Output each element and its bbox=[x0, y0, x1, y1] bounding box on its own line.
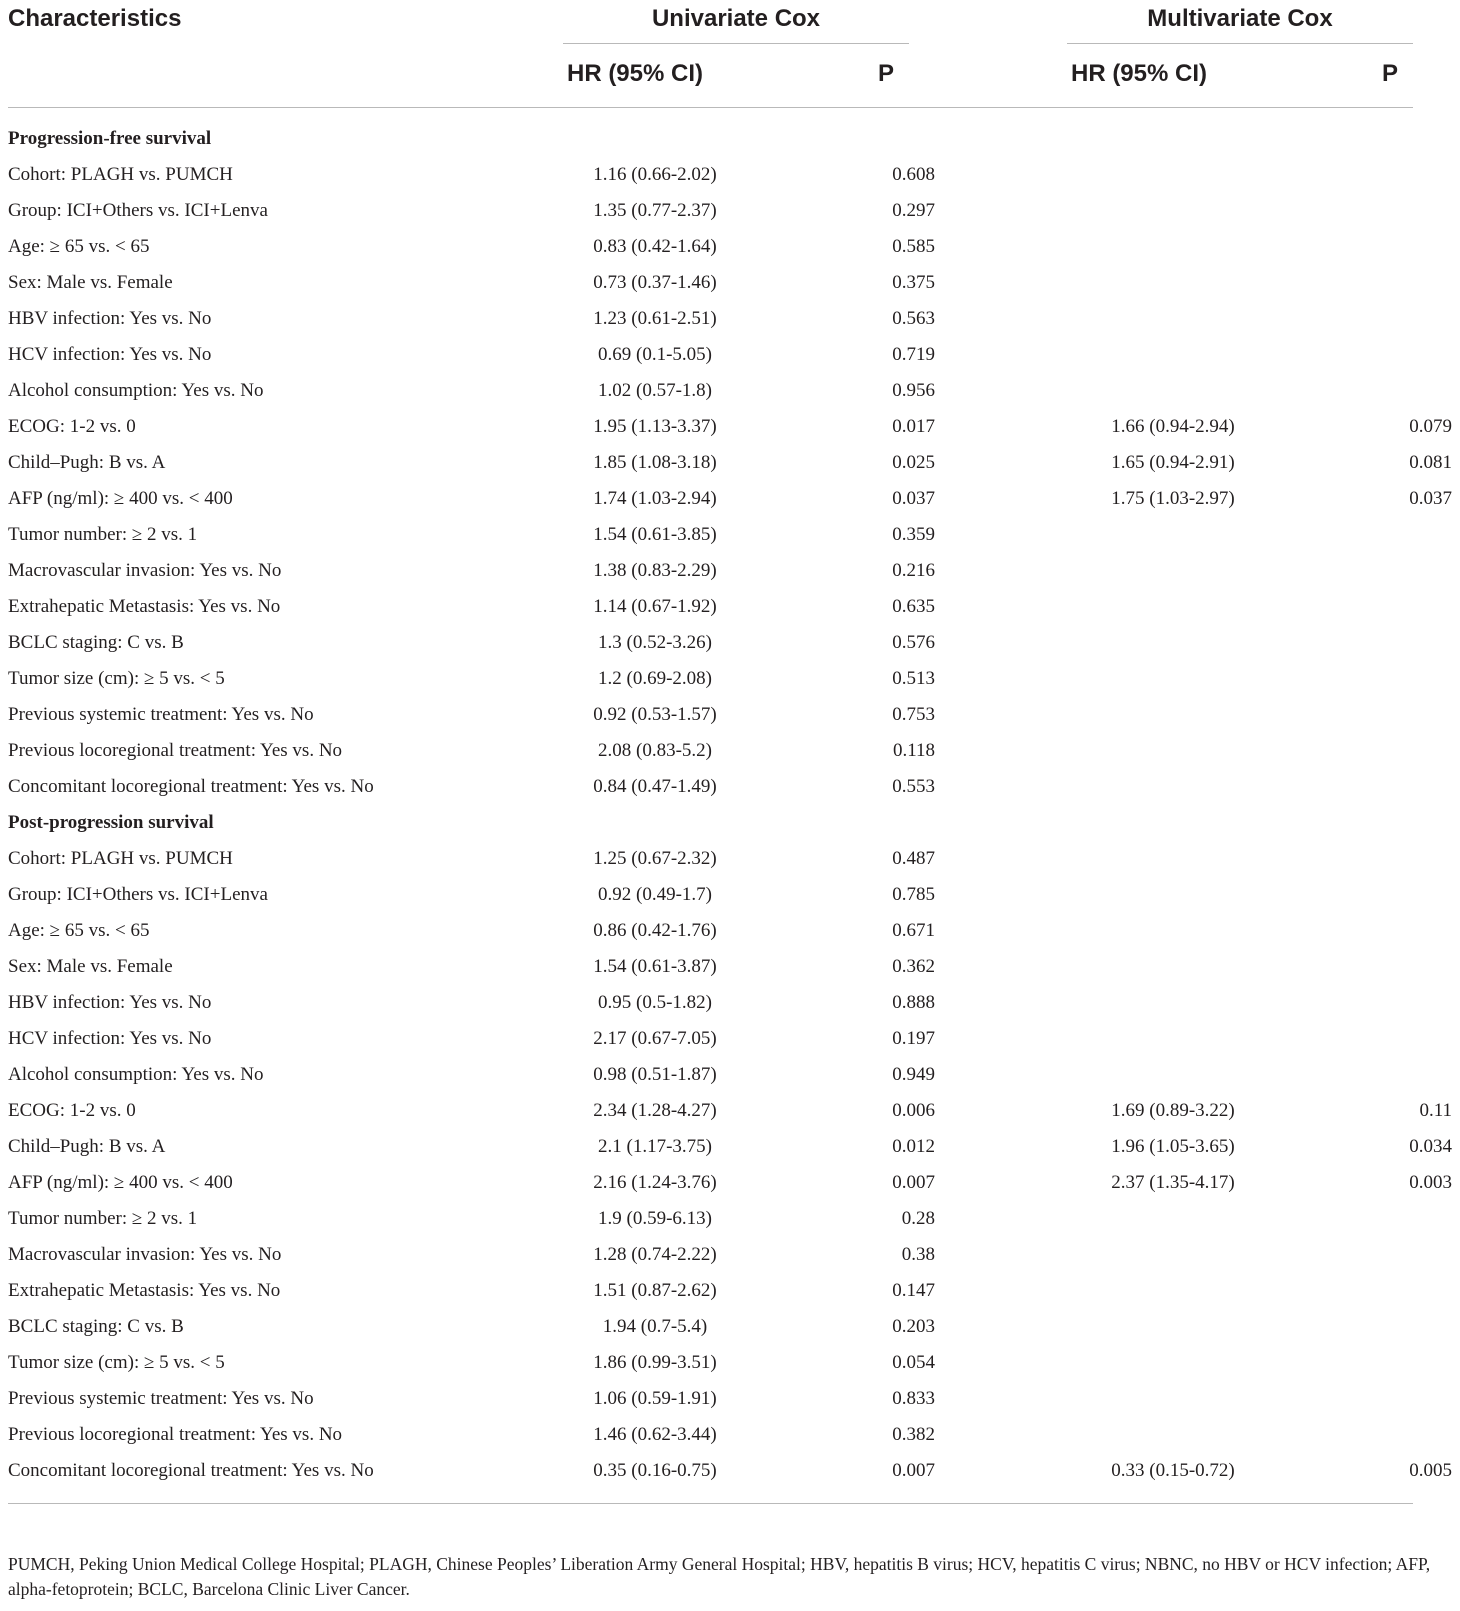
univariate-hr-cell: 2.34 (1.28-4.27) bbox=[593, 1100, 717, 1121]
row-label: Macrovascular invasion: Yes vs. No bbox=[8, 1244, 282, 1265]
univariate-cox-header: Univariate Cox bbox=[651, 5, 821, 32]
univariate-p-cell: 0.956 bbox=[892, 380, 935, 401]
univariate-hr-cell: 1.94 (0.7-5.4) bbox=[602, 1316, 708, 1337]
row-label: ECOG: 1-2 vs. 0 bbox=[8, 1100, 136, 1121]
row-label: Tumor size (cm): ≥ 5 vs. < 5 bbox=[8, 668, 225, 689]
univariate-p-cell: 0.006 bbox=[892, 1100, 935, 1121]
table-row bbox=[0, 163, 1460, 199]
univariate-p-cell: 0.888 bbox=[892, 992, 935, 1013]
table-row bbox=[0, 451, 1460, 487]
multivariate-p-cell: 0.003 bbox=[1409, 1172, 1452, 1193]
row-label: Tumor number: ≥ 2 vs. 1 bbox=[8, 1208, 198, 1229]
univariate-p-cell: 0.487 bbox=[892, 848, 935, 869]
univariate-p-cell: 0.007 bbox=[892, 1460, 935, 1481]
header-rule bbox=[8, 107, 1413, 108]
univariate-hr-cell: 0.92 (0.53-1.57) bbox=[593, 704, 717, 725]
multivariate-hr-cell: 0.33 (0.15-0.72) bbox=[1111, 1460, 1235, 1481]
univariate-p-cell: 0.297 bbox=[892, 200, 935, 221]
univariate-hr-cell: 1.35 (0.77-2.37) bbox=[593, 200, 717, 221]
multivariate-p-header: P bbox=[1381, 60, 1398, 87]
univariate-hr-cell: 1.9 (0.59-6.13) bbox=[598, 1208, 712, 1229]
univariate-hr-cell: 1.02 (0.57-1.8) bbox=[598, 380, 712, 401]
univariate-p-cell: 0.197 bbox=[892, 1028, 935, 1049]
table-row bbox=[0, 919, 1460, 955]
table-row bbox=[0, 1027, 1460, 1063]
row-label: Tumor size (cm): ≥ 5 vs. < 5 bbox=[8, 1352, 225, 1373]
row-label: Concomitant locoregional treatment: Yes vs. No bbox=[8, 1460, 374, 1481]
univariate-hr-cell: 0.83 (0.42-1.64) bbox=[593, 236, 717, 257]
univariate-p-cell: 0.216 bbox=[892, 560, 935, 581]
univariate-hr-cell: 1.95 (1.13-3.37) bbox=[593, 416, 717, 437]
univariate-p-header: P bbox=[877, 60, 894, 87]
univariate-hr-cell: 1.23 (0.61-2.51) bbox=[593, 308, 717, 329]
table-row bbox=[0, 883, 1460, 919]
footer-rule bbox=[8, 1503, 1413, 1504]
table-row bbox=[0, 667, 1460, 703]
multivariate-hr-cell: 1.69 (0.89-3.22) bbox=[1111, 1100, 1235, 1121]
row-label: Group: ICI+Others vs. ICI+Lenva bbox=[8, 884, 268, 905]
table-row bbox=[0, 1207, 1460, 1243]
row-label: HBV infection: Yes vs. No bbox=[8, 308, 212, 329]
table-row bbox=[0, 595, 1460, 631]
multivariate-hr-cell: 1.66 (0.94-2.94) bbox=[1111, 416, 1235, 437]
univariate-p-cell: 0.513 bbox=[892, 668, 935, 689]
section-title: Post-progression survival bbox=[8, 812, 214, 833]
univariate-hr-cell: 1.2 (0.69-2.08) bbox=[598, 668, 712, 689]
univariate-p-cell: 0.382 bbox=[892, 1424, 935, 1445]
row-label: Sex: Male vs. Female bbox=[8, 272, 173, 293]
row-label: ECOG: 1-2 vs. 0 bbox=[8, 416, 136, 437]
multivariate-underline bbox=[1067, 43, 1413, 44]
univariate-hr-cell: 0.73 (0.37-1.46) bbox=[593, 272, 717, 293]
univariate-hr-cell: 0.92 (0.49-1.7) bbox=[598, 884, 712, 905]
multivariate-p-cell: 0.079 bbox=[1409, 416, 1452, 437]
univariate-p-cell: 0.362 bbox=[892, 956, 935, 977]
univariate-p-cell: 0.007 bbox=[892, 1172, 935, 1193]
univariate-p-cell: 0.833 bbox=[892, 1388, 935, 1409]
multivariate-p-cell: 0.081 bbox=[1409, 452, 1452, 473]
row-label: Previous locoregional treatment: Yes vs. No bbox=[8, 740, 343, 761]
univariate-p-cell: 0.012 bbox=[892, 1136, 935, 1157]
univariate-hr-cell: 2.08 (0.83-5.2) bbox=[598, 740, 712, 761]
table-row bbox=[0, 235, 1460, 271]
row-label: Cohort: PLAGH vs. PUMCH bbox=[8, 848, 233, 869]
row-label: Alcohol consumption: Yes vs. No bbox=[8, 1064, 264, 1085]
univariate-hr-cell: 1.54 (0.61-3.85) bbox=[593, 524, 717, 545]
table-row bbox=[0, 199, 1460, 235]
row-label: BCLC staging: C vs. B bbox=[8, 1316, 184, 1337]
row-label: Age: ≥ 65 vs. < 65 bbox=[8, 236, 150, 257]
univariate-p-cell: 0.671 bbox=[892, 920, 935, 941]
table-row bbox=[0, 991, 1460, 1027]
univariate-hr-cell: 0.98 (0.51-1.87) bbox=[593, 1064, 717, 1085]
row-label: Macrovascular invasion: Yes vs. No bbox=[8, 560, 282, 581]
univariate-p-cell: 0.054 bbox=[892, 1352, 935, 1373]
table-row bbox=[0, 1135, 1460, 1171]
univariate-p-cell: 0.017 bbox=[892, 416, 935, 437]
univariate-hr-cell: 1.16 (0.66-2.02) bbox=[593, 164, 717, 185]
univariate-hr-cell: 1.46 (0.62-3.44) bbox=[593, 1424, 717, 1445]
univariate-p-cell: 0.753 bbox=[892, 704, 935, 725]
univariate-hr-cell: 0.95 (0.5-1.82) bbox=[598, 992, 712, 1013]
univariate-p-cell: 0.359 bbox=[892, 524, 935, 545]
row-label: HBV infection: Yes vs. No bbox=[8, 992, 212, 1013]
univariate-p-cell: 0.553 bbox=[892, 776, 935, 797]
univariate-hr-cell: 1.28 (0.74-2.22) bbox=[593, 1244, 717, 1265]
row-label: HCV infection: Yes vs. No bbox=[8, 344, 212, 365]
multivariate-hr-cell: 1.75 (1.03-2.97) bbox=[1111, 488, 1235, 509]
table-row bbox=[0, 631, 1460, 667]
multivariate-p-cell: 0.005 bbox=[1409, 1460, 1452, 1481]
univariate-p-cell: 0.38 bbox=[901, 1244, 935, 1265]
table-row bbox=[0, 559, 1460, 595]
univariate-hr-cell: 0.35 (0.16-0.75) bbox=[593, 1460, 717, 1481]
row-label: AFP (ng/ml): ≥ 400 vs. < 400 bbox=[8, 488, 233, 509]
univariate-p-cell: 0.203 bbox=[892, 1316, 935, 1337]
univariate-p-cell: 0.585 bbox=[892, 236, 935, 257]
row-label: Cohort: PLAGH vs. PUMCH bbox=[8, 164, 233, 185]
section-title: Progression-free survival bbox=[8, 128, 212, 149]
row-label: Previous locoregional treatment: Yes vs. No bbox=[8, 1424, 343, 1445]
table-row bbox=[0, 955, 1460, 991]
row-label: Child–Pugh: B vs. A bbox=[8, 1136, 166, 1157]
univariate-p-cell: 0.785 bbox=[892, 884, 935, 905]
row-label: Age: ≥ 65 vs. < 65 bbox=[8, 920, 150, 941]
row-label: Group: ICI+Others vs. ICI+Lenva bbox=[8, 200, 268, 221]
multivariate-p-cell: 0.037 bbox=[1409, 488, 1452, 509]
row-label: Concomitant locoregional treatment: Yes vs. No bbox=[8, 776, 374, 797]
table-row bbox=[0, 1171, 1460, 1207]
row-label: AFP (ng/ml): ≥ 400 vs. < 400 bbox=[8, 1172, 233, 1193]
table-row bbox=[0, 1351, 1460, 1387]
row-label: Extrahepatic Metastasis: Yes vs. No bbox=[8, 1280, 281, 1301]
characteristics-header: Characteristics bbox=[8, 5, 182, 32]
univariate-p-cell: 0.719 bbox=[892, 344, 935, 365]
row-label: BCLC staging: C vs. B bbox=[8, 632, 184, 653]
univariate-p-cell: 0.025 bbox=[892, 452, 935, 473]
multivariate-hr-header: HR (95% CI) bbox=[1070, 60, 1208, 87]
univariate-hr-cell: 1.54 (0.61-3.87) bbox=[593, 956, 717, 977]
table-row bbox=[0, 1459, 1460, 1495]
univariate-p-cell: 0.118 bbox=[892, 740, 935, 761]
univariate-hr-cell: 2.16 (1.24-3.76) bbox=[593, 1172, 717, 1193]
univariate-hr-cell: 2.1 (1.17-3.75) bbox=[598, 1136, 712, 1157]
multivariate-hr-cell: 1.96 (1.05-3.65) bbox=[1111, 1136, 1235, 1157]
table-row bbox=[0, 703, 1460, 739]
row-label: Previous systemic treatment: Yes vs. No bbox=[8, 704, 314, 725]
univariate-p-cell: 0.608 bbox=[892, 164, 935, 185]
table-row bbox=[0, 343, 1460, 379]
univariate-hr-cell: 1.06 (0.59-1.91) bbox=[593, 1388, 717, 1409]
multivariate-p-cell: 0.034 bbox=[1409, 1136, 1452, 1157]
univariate-hr-cell: 1.14 (0.67-1.92) bbox=[593, 596, 717, 617]
table-row bbox=[0, 307, 1460, 343]
univariate-hr-cell: 2.17 (0.67-7.05) bbox=[593, 1028, 717, 1049]
univariate-p-cell: 0.635 bbox=[892, 596, 935, 617]
table-row bbox=[0, 739, 1460, 775]
univariate-hr-cell: 1.74 (1.03-2.94) bbox=[593, 488, 717, 509]
univariate-hr-cell: 1.85 (1.08-3.18) bbox=[593, 452, 717, 473]
univariate-p-cell: 0.949 bbox=[892, 1064, 935, 1085]
table-row bbox=[0, 379, 1460, 415]
footnote: PUMCH, Peking Union Medical College Hospital; PLAGH, Chinese Peoples’ Liberation Army General Hospital; HBV, hepatitis B virus; HCV, hepatitis C virus; NBNC, no HBV or HCV infection; AFP, alpha-fetoprotein; BCLC, Barcelona Clinic Liver Cancer. bbox=[8, 1554, 1431, 1599]
table-row bbox=[0, 1423, 1460, 1459]
table-row bbox=[0, 847, 1460, 883]
multivariate-hr-cell: 2.37 (1.35-4.17) bbox=[1111, 1172, 1235, 1193]
univariate-p-cell: 0.563 bbox=[892, 308, 935, 329]
univariate-hr-cell: 0.69 (0.1-5.05) bbox=[598, 344, 712, 365]
multivariate-cox-header: Multivariate Cox bbox=[1147, 5, 1333, 32]
multivariate-hr-cell: 1.65 (0.94-2.91) bbox=[1111, 452, 1235, 473]
table-row bbox=[0, 1315, 1460, 1351]
univariate-p-cell: 0.28 bbox=[901, 1208, 935, 1229]
univariate-hr-cell: 1.25 (0.67-2.32) bbox=[593, 848, 717, 869]
row-label: Sex: Male vs. Female bbox=[8, 956, 173, 977]
row-label: Extrahepatic Metastasis: Yes vs. No bbox=[8, 596, 281, 617]
univariate-hr-cell: 1.86 (0.99-3.51) bbox=[593, 1352, 717, 1373]
univariate-hr-header: HR (95% CI) bbox=[566, 60, 704, 87]
row-label: Previous systemic treatment: Yes vs. No bbox=[8, 1388, 314, 1409]
table-row bbox=[0, 1387, 1460, 1423]
row-label: Alcohol consumption: Yes vs. No bbox=[8, 380, 264, 401]
table-row bbox=[0, 415, 1460, 451]
univariate-hr-cell: 0.84 (0.47-1.49) bbox=[593, 776, 717, 797]
univariate-hr-cell: 0.86 (0.42-1.76) bbox=[593, 920, 717, 941]
row-label: Tumor number: ≥ 2 vs. 1 bbox=[8, 524, 198, 545]
univariate-hr-cell: 1.38 (0.83-2.29) bbox=[593, 560, 717, 581]
univariate-p-cell: 0.147 bbox=[892, 1280, 935, 1301]
row-label: Child–Pugh: B vs. A bbox=[8, 452, 166, 473]
table-row bbox=[0, 1279, 1460, 1315]
univariate-hr-cell: 1.3 (0.52-3.26) bbox=[598, 632, 712, 653]
univariate-p-cell: 0.375 bbox=[892, 272, 935, 293]
univariate-p-cell: 0.576 bbox=[892, 632, 935, 653]
table-row bbox=[0, 1243, 1460, 1279]
univariate-p-cell: 0.037 bbox=[892, 488, 935, 509]
table-row bbox=[0, 487, 1460, 523]
table-row bbox=[0, 1063, 1460, 1099]
univariate-hr-cell: 1.51 (0.87-2.62) bbox=[593, 1280, 717, 1301]
table-row bbox=[0, 775, 1460, 811]
table-row bbox=[0, 523, 1460, 559]
table-row bbox=[0, 271, 1460, 307]
multivariate-p-cell: 0.11 bbox=[1419, 1100, 1452, 1121]
table-row bbox=[0, 1099, 1460, 1135]
row-label: HCV infection: Yes vs. No bbox=[8, 1028, 212, 1049]
univariate-underline bbox=[563, 43, 909, 44]
